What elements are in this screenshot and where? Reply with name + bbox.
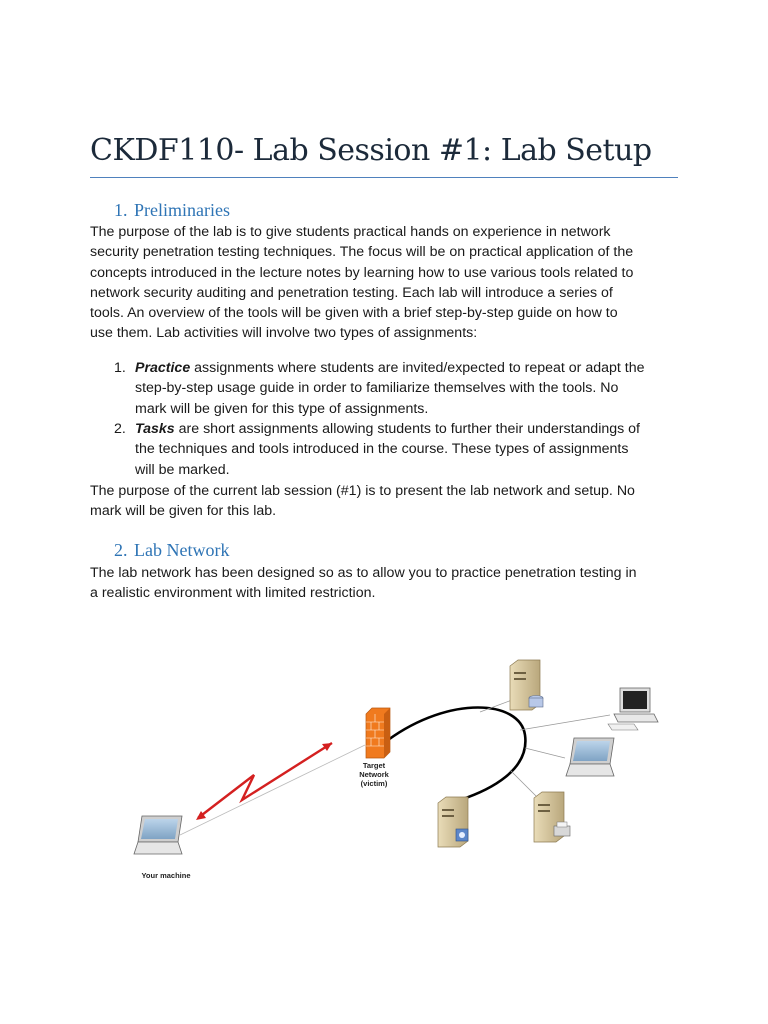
lab-network-diagram xyxy=(120,640,660,890)
network-backbone xyxy=(388,708,525,801)
paragraph-line: The purpose of the lab is to give students practical hands on experience in network xyxy=(90,224,611,240)
list-text: assignments where students are invited/expected to repeat or adapt the xyxy=(190,360,645,376)
attack-link-arrow xyxy=(196,743,332,820)
paragraph-line: mark will be given for this lab. xyxy=(90,503,277,520)
paragraph-line: tools. An overview of the tools will be given with a brief step-by-step guide on how to xyxy=(90,305,618,322)
laptop-icon xyxy=(134,816,182,854)
lightning-bolt xyxy=(198,743,332,818)
paragraph-line: a realistic environment with limited restriction. xyxy=(90,585,376,602)
desktop-computer-icon xyxy=(608,688,658,730)
section-title: Lab Network xyxy=(134,540,230,560)
list-text: are short assignments allowing students to further their understandings of xyxy=(174,421,640,437)
list-line: step-by-step usage guide in order to familiarize themselves with the tools. No xyxy=(135,380,619,397)
target-label-line: Network xyxy=(359,770,389,779)
list-line xyxy=(135,358,680,378)
paragraph-line: network security auditing and penetration testing. Each lab will introduce a series of xyxy=(90,284,613,301)
list-line xyxy=(135,419,680,439)
paragraph-line: The lab network has been designed so as to allow you to practice penetration testing in xyxy=(90,565,637,581)
list-body xyxy=(135,419,680,480)
connection-line xyxy=(520,715,610,730)
list-body xyxy=(135,358,680,419)
web-server-icon xyxy=(438,797,468,847)
section-heading-lab-network xyxy=(114,540,229,561)
target-label-line: (victim) xyxy=(360,779,388,788)
your-machine-label: Your machine xyxy=(141,871,191,880)
target-label-line: Target xyxy=(362,761,386,770)
section-number: 1. xyxy=(114,200,128,220)
list-number: 1. xyxy=(114,360,126,376)
connection-line xyxy=(525,748,565,758)
print-server-icon xyxy=(534,792,570,842)
laptop-icon xyxy=(566,738,614,776)
paragraph-line: use them. Lab activities will involve two types of assignments: xyxy=(90,325,478,342)
section-number: 2. xyxy=(114,540,128,560)
page-title: CKDF110- Lab Session #1: Lab Setup xyxy=(90,133,652,168)
purpose-paragraph xyxy=(90,481,678,522)
lab-network-paragraph xyxy=(90,563,678,604)
list-line: will be marked. xyxy=(135,461,230,478)
list-number: 2. xyxy=(114,421,126,437)
network-diagram-svg xyxy=(120,640,660,890)
database-server-icon xyxy=(510,660,543,710)
section-title: Preliminaries xyxy=(134,200,230,220)
preliminaries-paragraph xyxy=(90,222,678,344)
section-heading-preliminaries xyxy=(114,200,230,221)
paragraph-line: The purpose of the current lab session (#1) is to present the lab network and setup. No xyxy=(90,483,635,499)
title-underline xyxy=(90,177,678,178)
list-line: the techniques and tools introduced in the course. These types of assignments xyxy=(135,441,629,458)
connection-line xyxy=(510,770,540,800)
paragraph-line: concepts introduced in the lecture notes by learning how to use various tools related to xyxy=(90,264,634,281)
list-term: Tasks xyxy=(135,421,175,437)
connection-line xyxy=(180,745,365,835)
firewall-icon xyxy=(366,708,390,758)
list-line: mark will be given for this type of assignments. xyxy=(135,400,429,417)
list-term: Practice xyxy=(135,360,191,376)
paragraph-line: security penetration testing techniques. The focus will be on practical application of the xyxy=(90,244,634,261)
